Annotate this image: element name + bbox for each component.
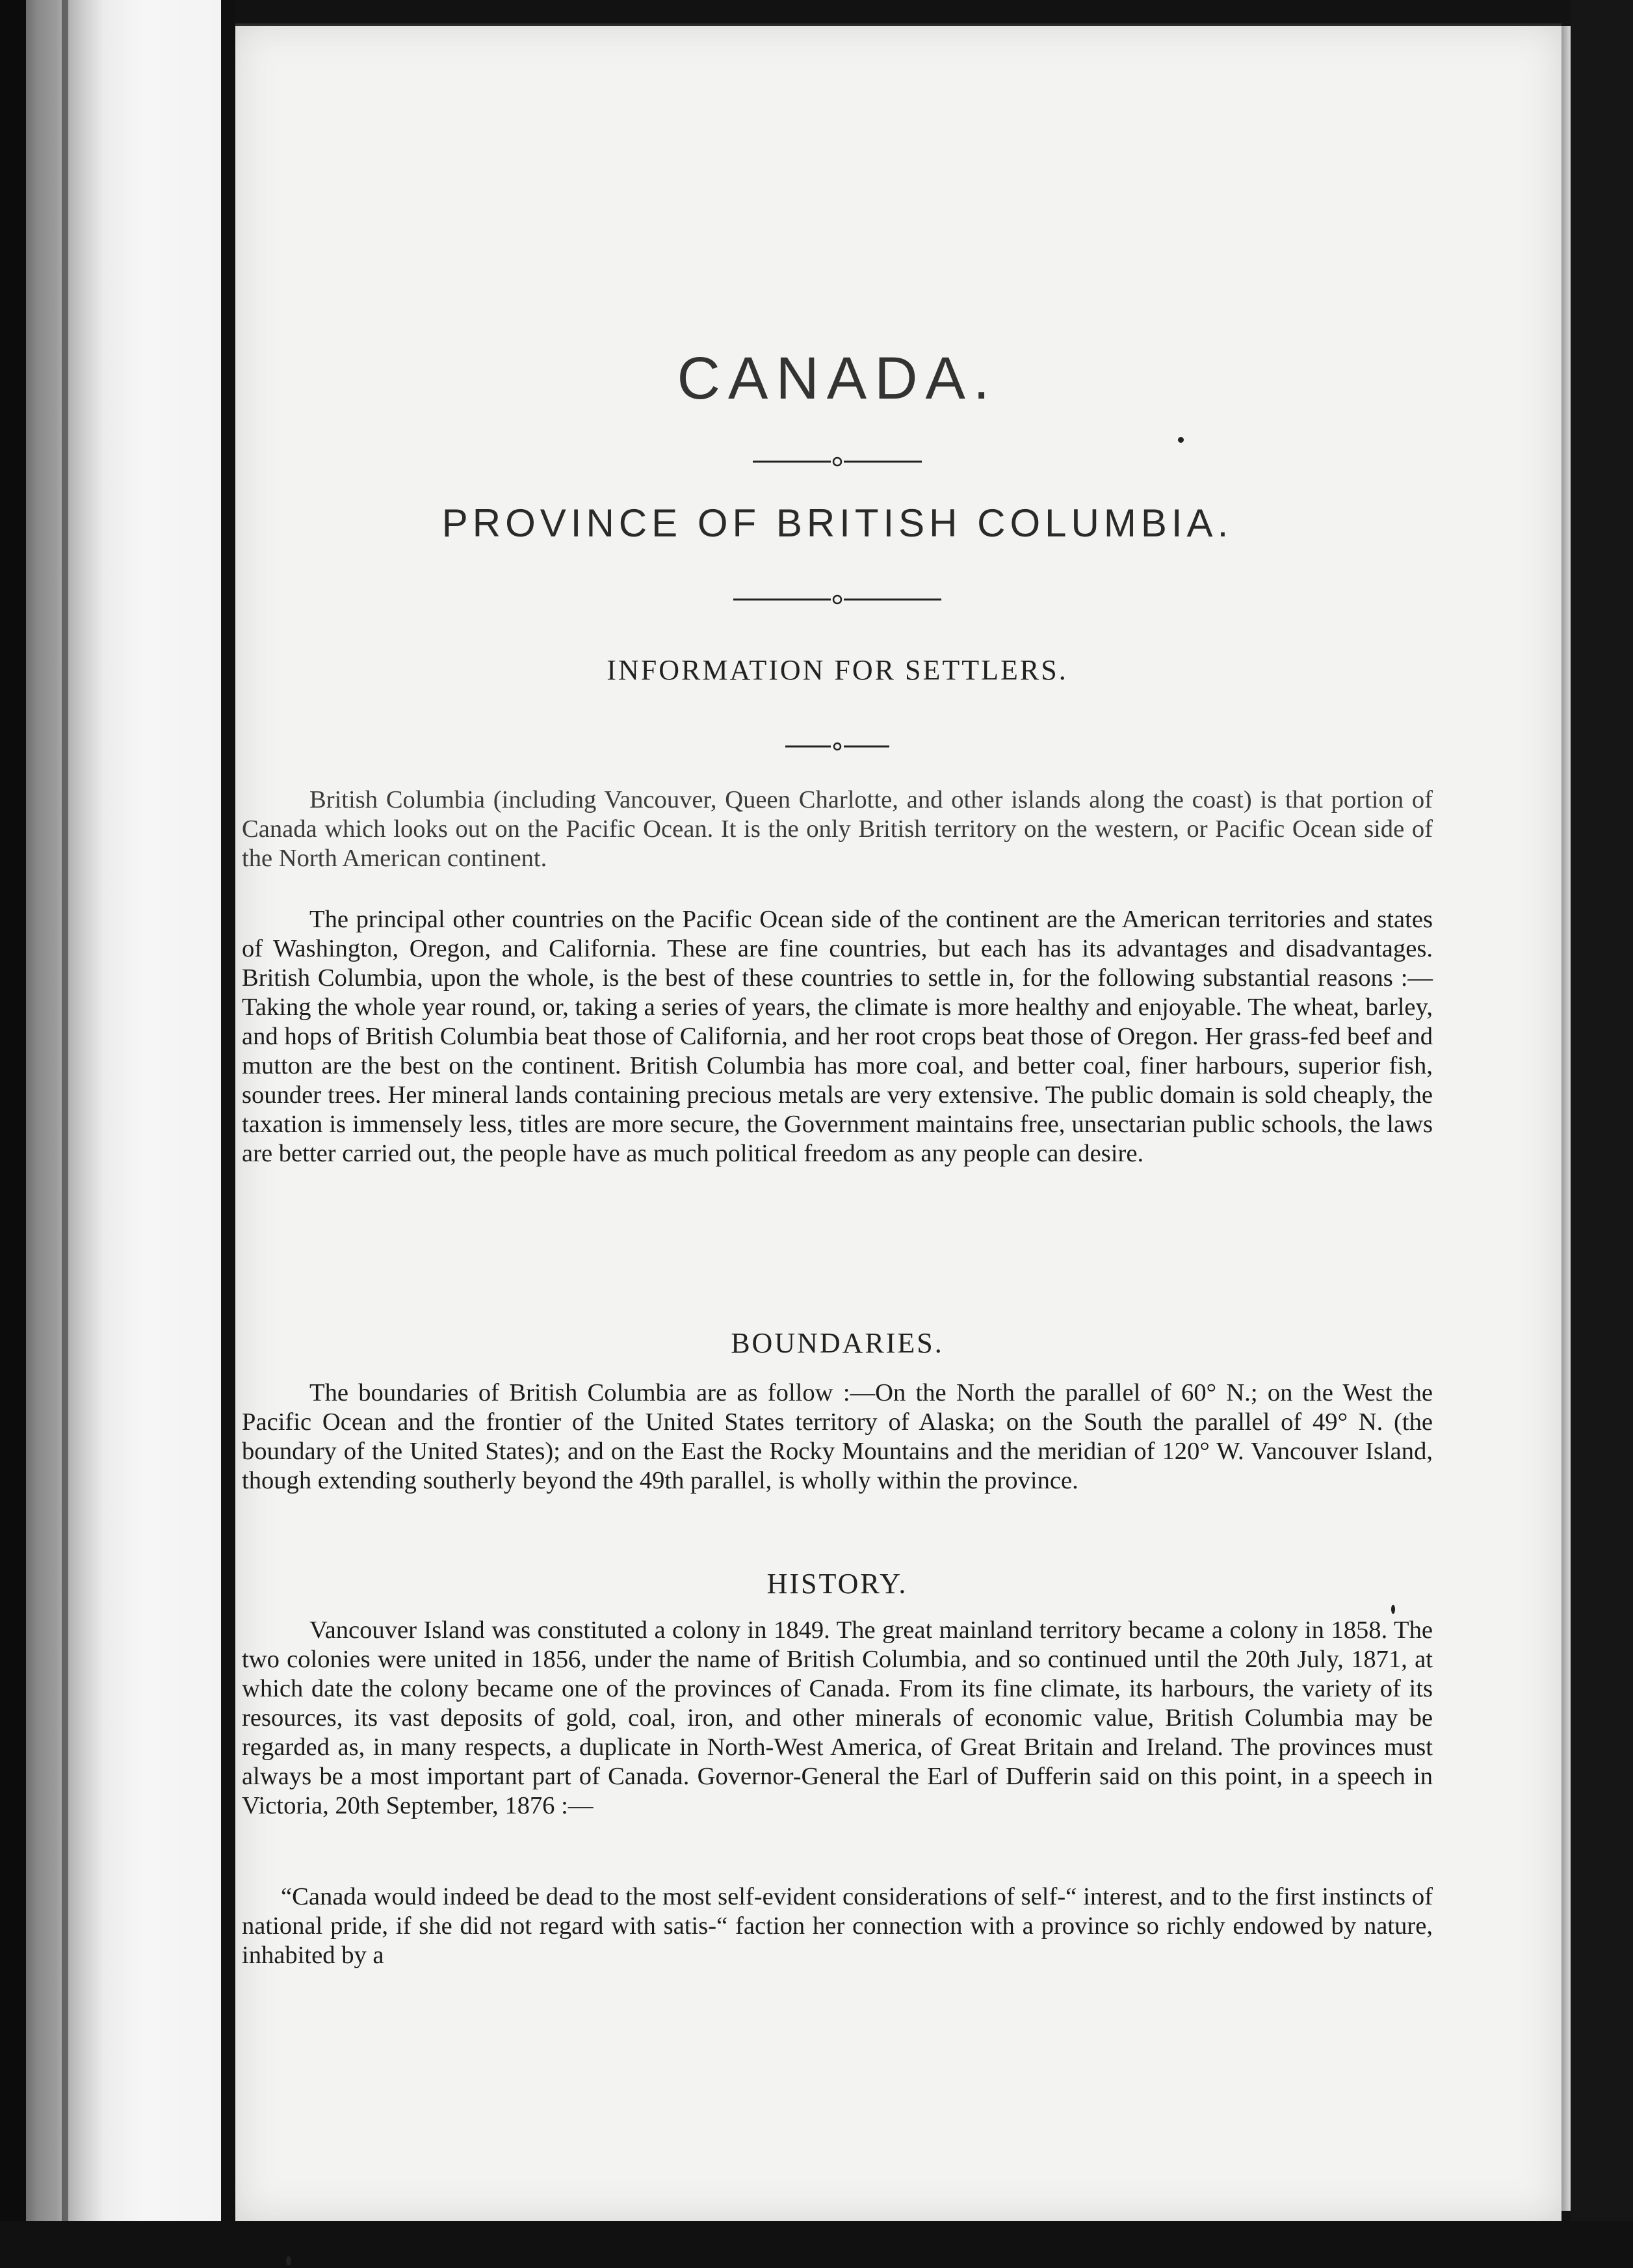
book-gutter xyxy=(221,0,235,2268)
page-top-edge xyxy=(235,23,1561,26)
section-heading-information: INFORMATION FOR SETTLERS. xyxy=(607,654,1068,686)
page-edge xyxy=(1561,26,1571,2211)
scan-left-border xyxy=(0,0,26,2268)
flyleaf-shadow xyxy=(62,0,68,2268)
section-heading-history: HISTORY. xyxy=(766,1568,908,1600)
page-title: CANADA. xyxy=(677,345,998,412)
rule-ornament xyxy=(242,593,1433,606)
paragraph-history: Vancouver Island was constituted a colony in 1849. The great mainland territory became a colony in 1858. The two colonies were united in 1856, under the name of British Columbia, and so continued until the 20th July, 1871, at which date the colony became one of the provinces of Canada. From its fine climate, its harbours, the variety of its resources, its vast deposits of gold, coal, iron, and other minerals of economic value, British Columbia may be regarded as, in many respects, a duplicate in North-West America, of Great Britain and Ireland. The provinces must always be a most important part of Canada. Governor-General the Earl of Dufferin said on this point, in a speech in Victoria, 20th September, 1876 :— xyxy=(242,1616,1433,1819)
section-heading-boundaries: BOUNDARIES. xyxy=(731,1327,944,1359)
rule-ornament xyxy=(242,455,1433,468)
paragraph-introduction: British Columbia (including Vancouver, Queen Charlotte, and other islands along the coast) is that portion of Canada which looks out on the Pacific Ocean. It is the only British territory on the western, or Pacific Ocean side of the North American continent. xyxy=(242,786,1433,872)
print-speck xyxy=(1178,437,1184,443)
print-speck xyxy=(286,2256,291,2265)
scan-right-border xyxy=(1571,0,1633,2268)
scan-bottom-border xyxy=(0,2221,1633,2268)
page-subtitle: PROVINCE OF BRITISH COLUMBIA. xyxy=(441,501,1233,545)
rule-ornament xyxy=(242,740,1433,753)
paragraph-boundaries: The boundaries of British Columbia are as follow :—On the North the parallel of 60° N.; on the West the Pacific Ocean and the frontier of the United States territory of Alaska; on the South the parallel of 49° N. (the boundary of the United States); and on the East the Rocky Mountains and the meridian of 120° W. Vancouver Island, though extending southerly beyond the 49th parallel, is wholly within the province. xyxy=(242,1379,1433,1494)
paragraph-dufferin-quote: “Canada would indeed be dead to the most self-evident considerations of self-“ interest, and to the first instincts of national pride, if she did not regard with satis-“ faction her connection with a province so richly endowed by nature, inhabited by a xyxy=(242,1883,1433,1969)
print-speck xyxy=(1391,1605,1395,1614)
paragraph-principal-countries: The principal other countries on the Pacific Ocean side of the continent are the American territories and states of Washington, Oregon, and California. These are fine countries, but each has its advantages and disadvantages. British Columbia, upon the whole, is the best of these countries to settle in, for the following substantial reasons :—Taking the whole year round, or, taking a series of years, the climate is more healthy and enjoyable. The wheat, barley, and hops of British Columbia beat those of California, and her root crops beat those of Oregon. Her grass-fed beef and mutton are the best on the continent. British Columbia has more coal, and better coal, finer harbours, superior fish, sounder trees. Her mineral lands containing precious metals are very extensive. The public domain is sold cheaply, the taxation is immensely less, titles are more secure, the Government maintains free, unsectarian public schools, the laws are better carried out, the people have as much political freedom as any people can desire. xyxy=(242,906,1433,1167)
blank-flyleaf xyxy=(26,0,221,2268)
